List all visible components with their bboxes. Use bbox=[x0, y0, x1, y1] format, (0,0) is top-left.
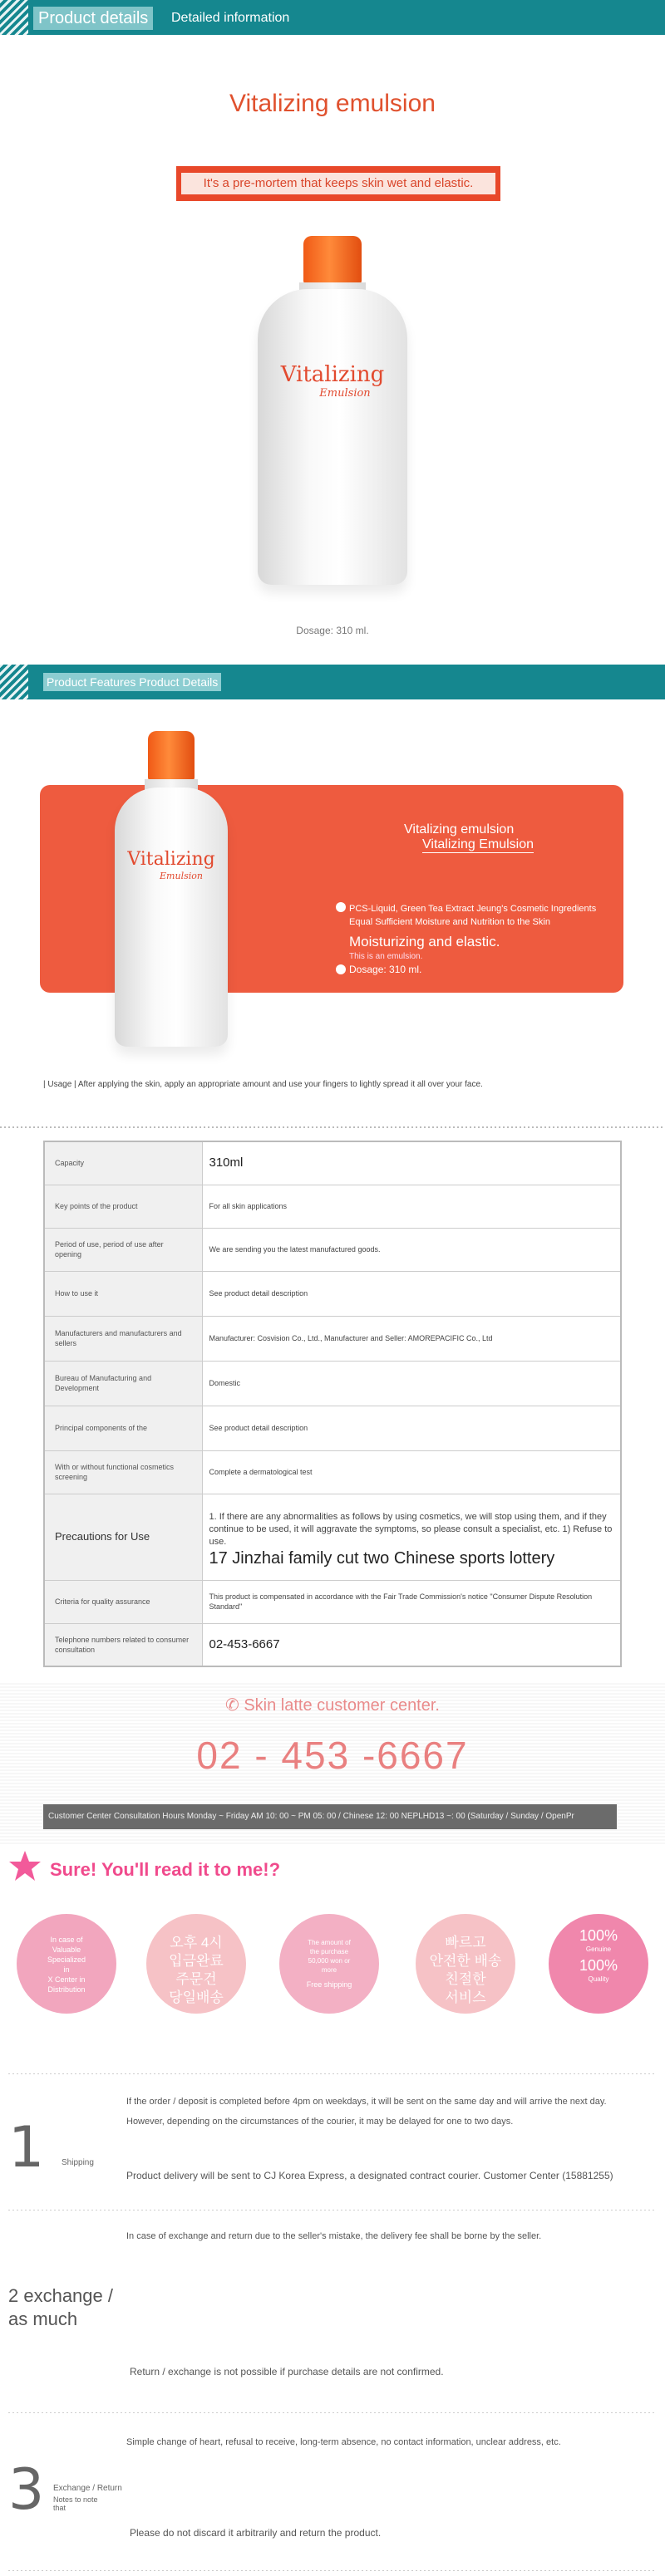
spec-value: 02-453-6667 bbox=[202, 1623, 621, 1666]
dotted-divider bbox=[8, 2073, 657, 2074]
circle-line: 100% bbox=[579, 1957, 618, 1974]
panel-highlight-small: This is an emulsion. bbox=[349, 952, 423, 961]
circle-line: 오후 4시 bbox=[170, 1935, 223, 1950]
circle-line: the purchase bbox=[309, 1948, 349, 1955]
spec-key: Bureau of Manufacturing and Development bbox=[44, 1361, 202, 1406]
features-tab-label[interactable]: Product Features Product Details bbox=[43, 673, 221, 691]
top-header-bar bbox=[0, 0, 665, 35]
dotted-divider bbox=[8, 2412, 657, 2413]
bottle-sub-text: Emulsion bbox=[319, 387, 371, 400]
customer-center-title: ✆ Skin latte customer center. bbox=[225, 1696, 440, 1715]
table-row bbox=[44, 1361, 621, 1406]
step-number: 3 bbox=[8, 2457, 45, 2523]
circle-line: Valuable bbox=[52, 1945, 81, 1954]
step-number: 1 bbox=[8, 2115, 45, 2181]
step-text: However, depending on the circumstances of the courier, it may be delayed for one to two days. bbox=[126, 2117, 514, 2127]
circle-line: The amount of bbox=[308, 1939, 351, 1946]
promise-circle bbox=[416, 1914, 515, 2014]
precaution-text-large: 17 Jinzhai family cut two Chinese sports lottery bbox=[209, 1548, 555, 1568]
circle-line: Specialized bbox=[47, 1955, 86, 1964]
precaution-text: 1. If there are any abnormalities as follows by using cosmetics, we will stop using them, and if they continue to be used, it will aggravate the symptoms, so please consult a specialist, etc. 1) Refuse to use. bbox=[209, 1511, 613, 1547]
dosage-text: Dosage: 310 ml. bbox=[296, 625, 369, 636]
bottle-cap bbox=[148, 731, 195, 781]
bottle-brand-text: Vitalizing bbox=[280, 362, 385, 387]
spec-key: Key points of the product bbox=[44, 1185, 202, 1228]
promise-circle bbox=[549, 1914, 648, 2014]
table-row bbox=[44, 1316, 621, 1361]
panel-highlight: Moisturizing and elastic. bbox=[349, 934, 500, 949]
bullet-dot bbox=[336, 902, 346, 912]
stripe-decoration bbox=[0, 665, 28, 699]
step-text: Simple change of heart, refusal to receive, long-term absence, no contact information, unclear address, etc. bbox=[126, 2437, 561, 2447]
spec-key: Criteria for quality assurance bbox=[44, 1580, 202, 1623]
bottle-body bbox=[258, 289, 407, 585]
table-row bbox=[44, 1406, 621, 1450]
stripe-decoration bbox=[0, 0, 28, 35]
spec-key: Period of use, period of use after opening bbox=[44, 1228, 202, 1271]
tab-product-details[interactable]: Product details bbox=[33, 7, 153, 30]
promise-headline: Sure! You'll read it to me!? bbox=[50, 1859, 281, 1880]
spec-key: How to use it bbox=[44, 1271, 202, 1316]
promise-circle bbox=[279, 1914, 379, 2014]
spec-key: Capacity bbox=[44, 1141, 202, 1185]
spec-value: For all skin applications bbox=[202, 1185, 621, 1228]
tagline-text: It's a pre-mortem that keeps skin wet and elastic. bbox=[181, 173, 495, 194]
panel-dosage: Dosage: 310 ml. bbox=[349, 964, 422, 975]
circle-line: 서비스 bbox=[445, 1990, 486, 2005]
product-bottle-image bbox=[258, 236, 407, 585]
features-header-bar bbox=[0, 665, 665, 699]
table-row bbox=[44, 1450, 621, 1494]
table-row bbox=[44, 1185, 621, 1228]
spec-value: 310ml bbox=[202, 1141, 621, 1185]
circle-line: 친절한 bbox=[445, 1971, 486, 1987]
spec-key: Manufacturers and manufacturers and sellers bbox=[44, 1316, 202, 1361]
spec-value: See product detail description bbox=[202, 1406, 621, 1450]
circle-line: In case of bbox=[50, 1936, 83, 1944]
spec-value: This product is compensated in accordance with the Fair Trade Commission's notice "Consumer Dispute Resolution Standard" bbox=[202, 1580, 621, 1623]
circle-line: Free shipping bbox=[306, 1980, 352, 1989]
usage-text: | Usage | After applying the skin, apply an appropriate amount and use your fingers to lightly spread it all over your face. bbox=[43, 1080, 483, 1089]
circle-line: in bbox=[63, 1965, 70, 1974]
circle-line: 안전한 배송 bbox=[429, 1953, 502, 1969]
bullet-dot bbox=[336, 964, 346, 974]
step-label: Exchange / Return bbox=[53, 2484, 122, 2493]
spec-key: Principal components of the bbox=[44, 1406, 202, 1450]
spec-value: See product detail description bbox=[202, 1271, 621, 1316]
product-tagline bbox=[176, 166, 500, 201]
panel-ingredients: PCS-Liquid, Green Tea Extract Jeung's Cosmetic Ingredients Equal Sufficient Moisture and Nutrition to the Skin bbox=[349, 904, 597, 927]
circle-line: X Center in bbox=[47, 1975, 86, 1984]
dotted-divider bbox=[0, 1126, 665, 1128]
spec-key: With or without functional cosmetics screening bbox=[44, 1450, 202, 1494]
step-text: Please do not discard it arbitrarily and return the product. bbox=[130, 2527, 382, 2539]
table-row bbox=[44, 1271, 621, 1316]
spec-key: Precautions for Use bbox=[44, 1494, 202, 1580]
feature-bottle-image bbox=[115, 731, 228, 1047]
star-icon bbox=[8, 1849, 42, 1882]
tab-detailed-information[interactable]: Detailed information bbox=[171, 11, 290, 25]
step-label: Shipping bbox=[62, 2158, 94, 2167]
circle-line: more bbox=[321, 1966, 337, 1974]
spec-value: Manufacturer: Cosvision Co., Ltd., Manufacturer and Seller: AMOREPACIFIC Co., Ltd bbox=[202, 1316, 621, 1361]
bottle-body bbox=[115, 788, 228, 1047]
spec-value: Domestic bbox=[202, 1361, 621, 1406]
circle-line: 주문건 bbox=[175, 1971, 217, 1987]
consultation-hours: Customer Center Consultation Hours Monday ~ Friday AM 10: 00 ~ PM 05: 00 / Chinese 12: 00 NEPLHD13 ~: 00 (Saturday / Sunday / OpenPr bbox=[43, 1804, 617, 1829]
circle-line: Quality bbox=[588, 1975, 609, 1983]
step-label-sub: Notes to note that bbox=[53, 2495, 98, 2512]
step-number: 2 exchange / as much bbox=[8, 2285, 113, 2329]
circle-line: Genuine bbox=[585, 1945, 612, 1953]
circle-line: 당일배송 bbox=[169, 1990, 224, 2005]
panel-subtitle: Vitalizing Emulsion bbox=[422, 837, 534, 851]
bottle-cap bbox=[303, 236, 362, 284]
step-text: In case of exchange and return due to the seller's mistake, the delivery fee shall be borne by the seller. bbox=[126, 2231, 542, 2241]
circle-line: 입금완료 bbox=[169, 1953, 224, 1969]
product-title: Vitalizing emulsion bbox=[229, 90, 436, 117]
circle-line: 빠르고 bbox=[445, 1935, 486, 1950]
spec-value: Complete a dermatological test bbox=[202, 1450, 621, 1494]
spec-key: Telephone numbers related to consumer consultation bbox=[44, 1623, 202, 1666]
step-text: Return / exchange is not possible if purchase details are not confirmed. bbox=[130, 2366, 444, 2377]
circle-line: Distribution bbox=[47, 1985, 86, 1994]
table-row bbox=[44, 1580, 621, 1623]
promise-circle bbox=[17, 1914, 116, 2014]
spec-table bbox=[43, 1141, 622, 1667]
spec-value: We are sending you the latest manufactured goods. bbox=[202, 1228, 621, 1271]
spec-value bbox=[202, 1494, 621, 1580]
table-row bbox=[44, 1141, 621, 1185]
panel-title: Vitalizing emulsion bbox=[404, 822, 515, 837]
circle-line: 50,000 won or bbox=[308, 1957, 351, 1965]
promise-circle bbox=[146, 1914, 246, 2014]
circle-line: 100% bbox=[579, 1927, 618, 1944]
customer-center-phone[interactable]: 02 - 453 -6667 bbox=[196, 1734, 469, 1777]
step-text: If the order / deposit is completed before 4pm on weekdays, it will be sent on the same day and will arrive the next day. bbox=[126, 2097, 607, 2107]
step-text: Product delivery will be sent to CJ Korea Express, a designated contract courier. Customer Center (15881255) bbox=[126, 2170, 613, 2181]
table-row bbox=[44, 1494, 621, 1580]
table-row bbox=[44, 1623, 621, 1666]
bottle-brand-text: Vitalizing bbox=[127, 849, 215, 870]
table-row bbox=[44, 1228, 621, 1271]
bottle-sub-text: Emulsion bbox=[160, 871, 203, 881]
dotted-divider bbox=[8, 2570, 657, 2571]
